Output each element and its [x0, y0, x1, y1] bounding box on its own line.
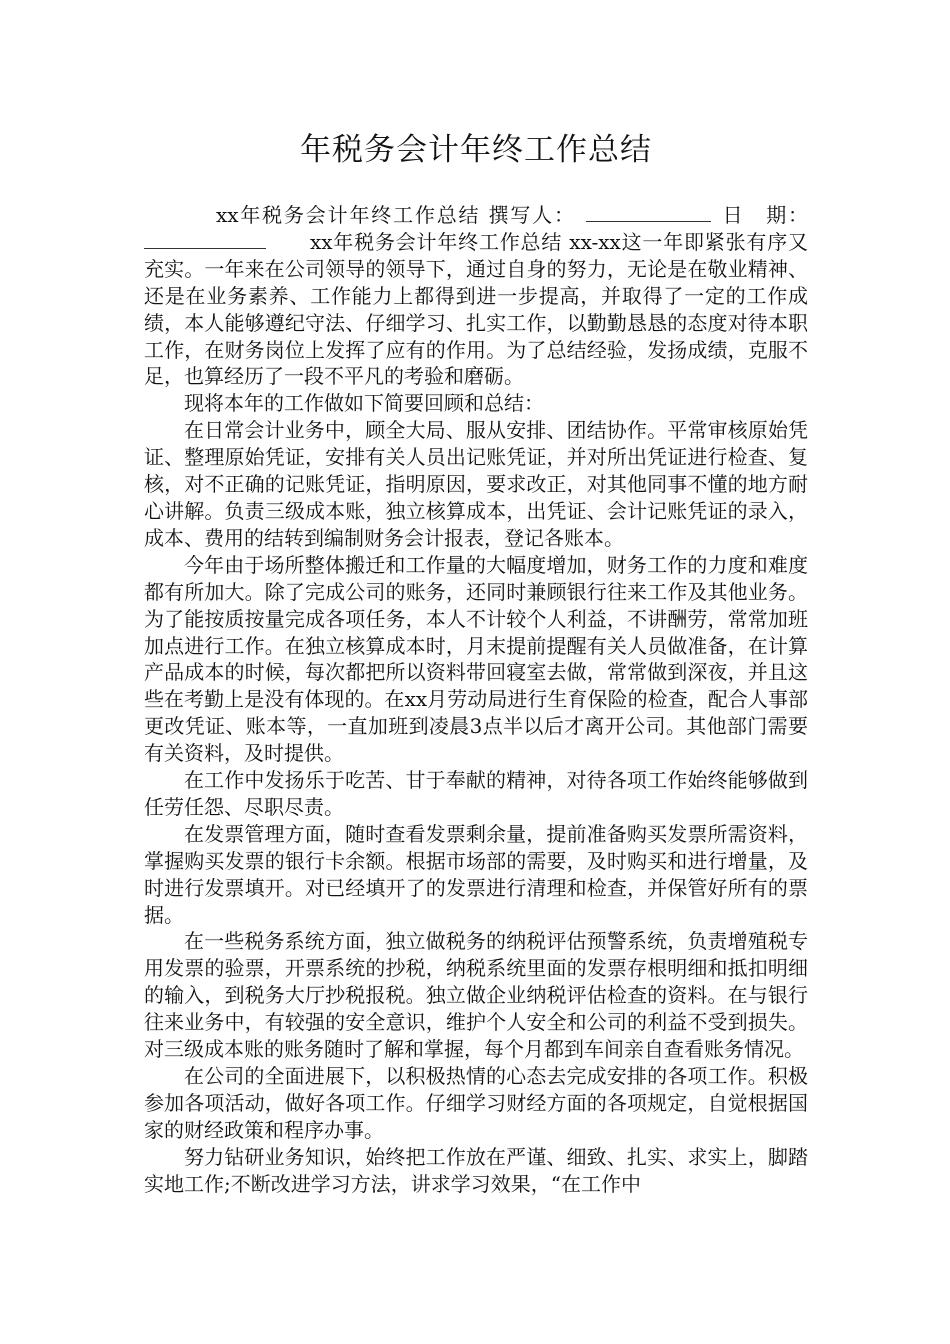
document-title: 年税务会计年终工作总结: [300, 132, 652, 168]
paragraph-7: 在公司的全面进展下，以积极热情的心态去完成安排的各项工作。积极参加各项活动，做好各项工作。仔细学习财经方面的各项规定，自觉根据国家的财经政策和程序办事。: [144, 1064, 808, 1142]
author-blank: [586, 203, 711, 222]
lead-text: xx年税务会计年终工作总结 xx-xx这一年即紧张有序又充实。一年来在公司领导的领导下，通过自身的努力，无论是在敬业精神、还是在业务素养、工作能力上都得到进一步提高，并取得了一定的工作成绩，本人能够遵纪守法、仔细学习、扎实工作，以勤勤恳恳的态度对待本职工作，在财务岗位上发挥了应有的作用。为了总结经验，发扬成绩，克服不足，也算经历了一段不平凡的考验和磨砺。: [144, 229, 808, 389]
document-page: [144, 0, 808, 1198]
paragraph-6: 在一些税务系统方面，独立做税务的纳税评估预警系统，负责增殖税专用发票的验票，开票系统的抄税，纳税系统里面的发票存根明细和抵扣明细的输入，到税务大厅抄税报税。独立做企业纳税评估检查的资料。在与银行往来业务中，有较强的安全意识，维护个人安全和公司的利益不受到损失。对三级成本账的账务随时了解和掌握，每个月都到车间亲自查看账务情况。: [144, 929, 808, 1062]
paragraph-1: 现将本年的工作做如下简要回顾和总结：: [184, 391, 544, 416]
date-blank: [144, 230, 266, 249]
date-label: 日 期：: [720, 203, 809, 227]
paragraph-4: 在工作中发扬乐于吃苦、甘于奉献的精神，对待各项工作始终能够做到任劳任怨、尽职尽责。: [144, 768, 808, 819]
paragraph-8: 努力钻研业务知识，始终把工作放在严谨、细致、扎实、求实上，脚踏实地工作;不断改进学习方法，讲求学习效果，“在工作中: [144, 1144, 808, 1196]
paragraph-2: 在日常会计业务中，顾全大局、服从安排、团结协作。平常审核原始凭证、整理原始凭证，安排有关人员出记账凭证，并对所出凭证进行检查、复核，对不正确的记账凭证，指明原因，要求改正，对其他同事不懂的地方耐心讲解。负责三级成本账，独立核算成本，出凭证、会计记账凭证的录入，成本、费用的结转到编制财务会计报表，登记各账本。: [144, 418, 808, 550]
author-label: 撰写人：: [488, 203, 576, 227]
paragraph-3: 今年由于场所整体搬迁和工作量的大幅度增加，财务工作的力度和难度都有所加大。除了完成公司的账务，还同时兼顾银行往来工作及其他业务。为了能按质按量完成各项任务，本人不计较个人利益，不讲酬劳，常常加班加点进行工作。在独立核算成本时，月末提前提醒有关人员做准备，在计算产品成本的时候，每次都把所以资料带回寝室去做，常常做到深夜，并且这些在考勤上是没有体现的。在xx月劳动局进行生育保险的检查，配合人事部更改凭证、账本等，一直加班到凌晨3点半以后才离开公司。其他部门需要有关资料，及时提供。: [144, 552, 808, 766]
paragraph-5: 在发票管理方面，随时查看发票剩余量，提前准备购买发票所需资料，掌握购买发票的银行卡余额。根据市场部的需要，及时购买和进行增量，及时进行发票填开。对已经填开了的发票进行清理和检查，并保管好所有的票据。: [144, 821, 808, 927]
header-paragraph: [144, 202, 808, 390]
doc-name: xx年税务会计年终工作总结: [216, 203, 481, 227]
document-body: [144, 202, 808, 1198]
